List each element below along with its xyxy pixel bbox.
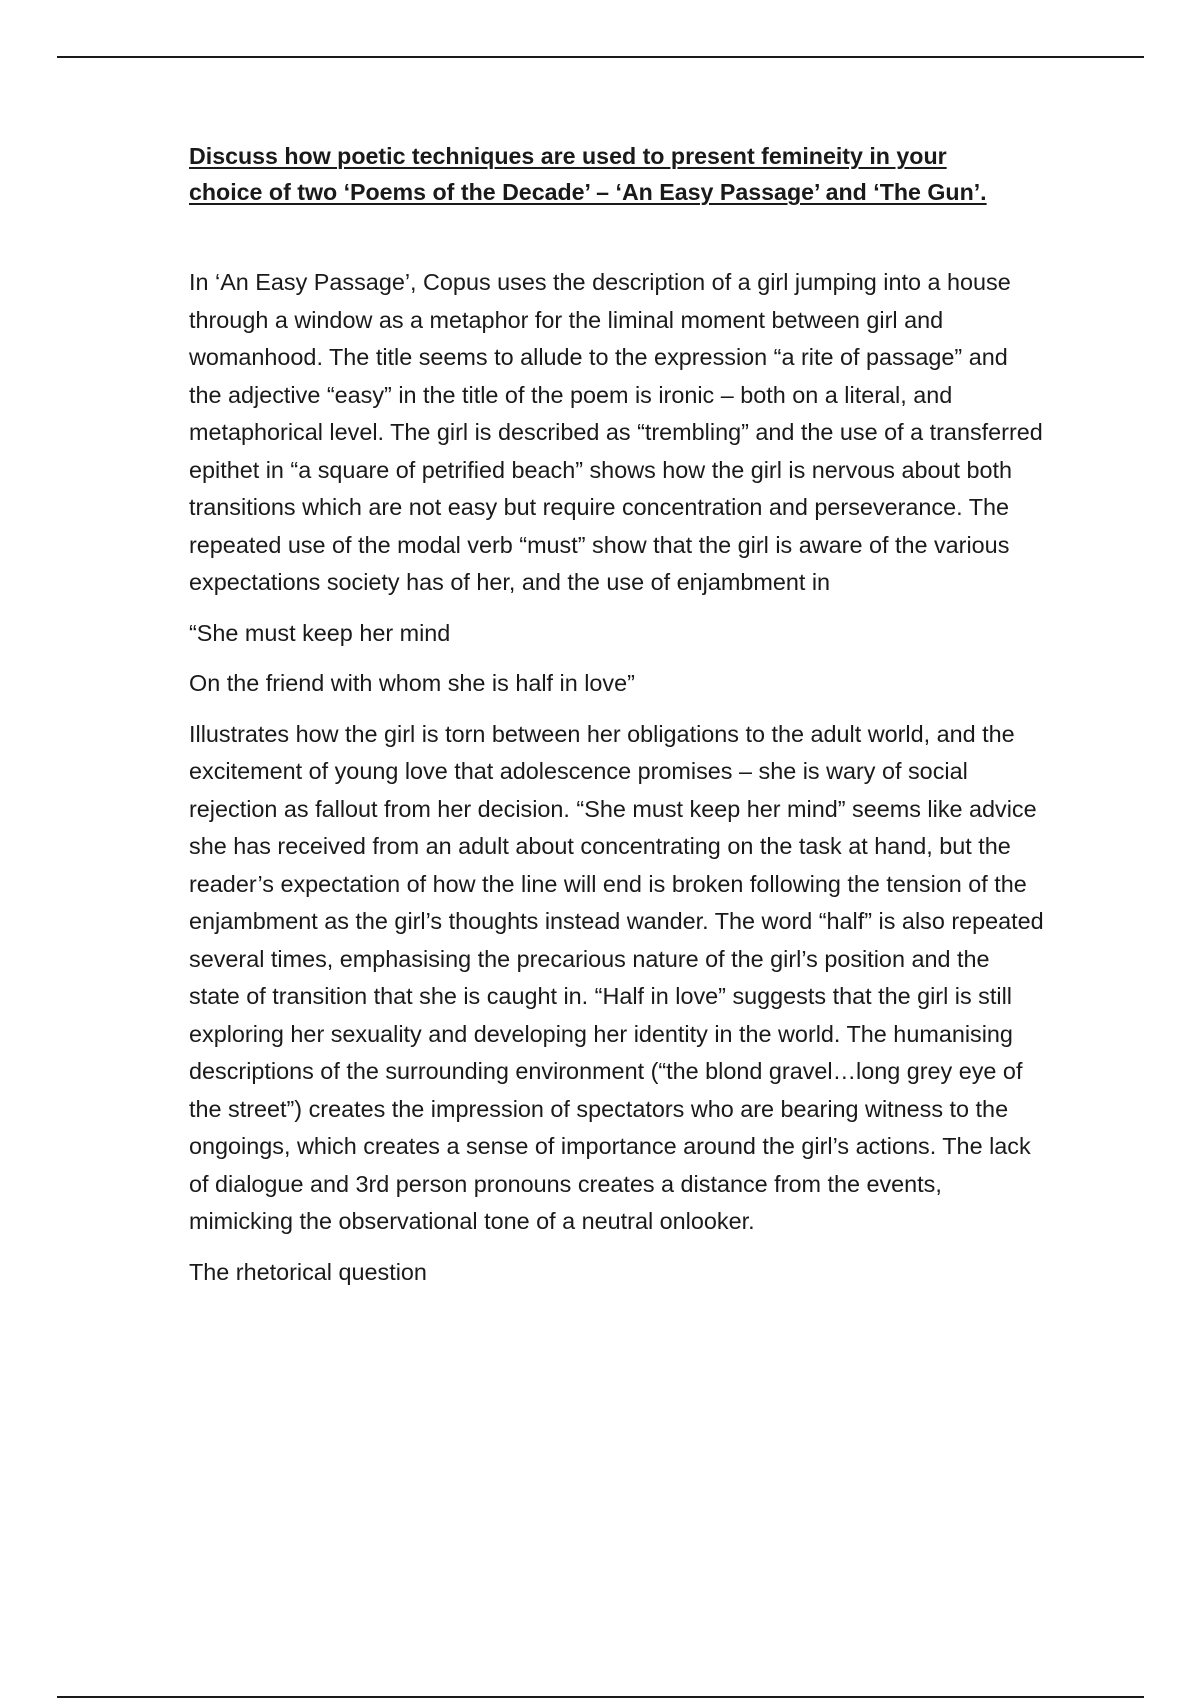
paragraph-analysis: Illustrates how the girl is torn between her obligations to the adult world, and the excitement of young love that adolescence promises – she is wary of social rejection as fallout from her decision. “She must keep her mind” seems like advice she has received from an adult about concentrating on the task at hand, but the reader’s expectation of how the line will end is broken following the tension of the enjambment as the girl’s thoughts instead wander. The word “half” is also repeated several times, emphasising the precarious nature of the girl’s position and the state of transition that she is caught in. “Half in love” suggests that the girl is still exploring her sexuality and developing her identity in the world. The humanising descriptions of the surrounding environment (“the blond gravel…long grey eye of the street”) creates the impression of spectators who are bearing witness to the ongoings, which creates a sense of importance around the girl’s actions. The lack of dialogue and 3rd person pronouns creates a distance from the events, mimicking the observational tone of a neutral onlooker.: [189, 720, 1044, 1234]
essay-title-line-1: Discuss how poetic techniques are used to present femineity in your: [189, 143, 947, 169]
quote-line-2: On the friend with whom she is half in love”: [189, 670, 635, 696]
quote-line-1: “She must keep her mind: [189, 619, 451, 646]
header-rule: [57, 56, 1144, 58]
essay-title: [189, 138, 1044, 210]
document-body: [189, 138, 1044, 1291]
paragraph-rhetorical-question: The rhetorical question: [189, 1258, 427, 1285]
footer-rule: [57, 1696, 1144, 1698]
essay-title-line-2: choice of two ‘Poems of the Decade’ – ‘An Easy Passage’ and ‘The Gun’.: [189, 179, 987, 205]
paragraph-intro: In ‘An Easy Passage’, Copus uses the description of a girl jumping into a house through a window as a metaphor for the liminal moment between girl and womanhood. The title seems to allude to the expression “a rite of passage” and the adjective “easy” in the title of the poem is ironic – both on a literal, and metaphorical level. The girl is described as “trembling” and the use of a transferred epithet in “a square of petrified beach” shows how the girl is nervous about both transitions which are not easy but require concentration and perseverance. The repeated use of the modal verb “must” show that the girl is aware of the various expectations society has of her, and the use of enjambment in: [189, 269, 1043, 595]
